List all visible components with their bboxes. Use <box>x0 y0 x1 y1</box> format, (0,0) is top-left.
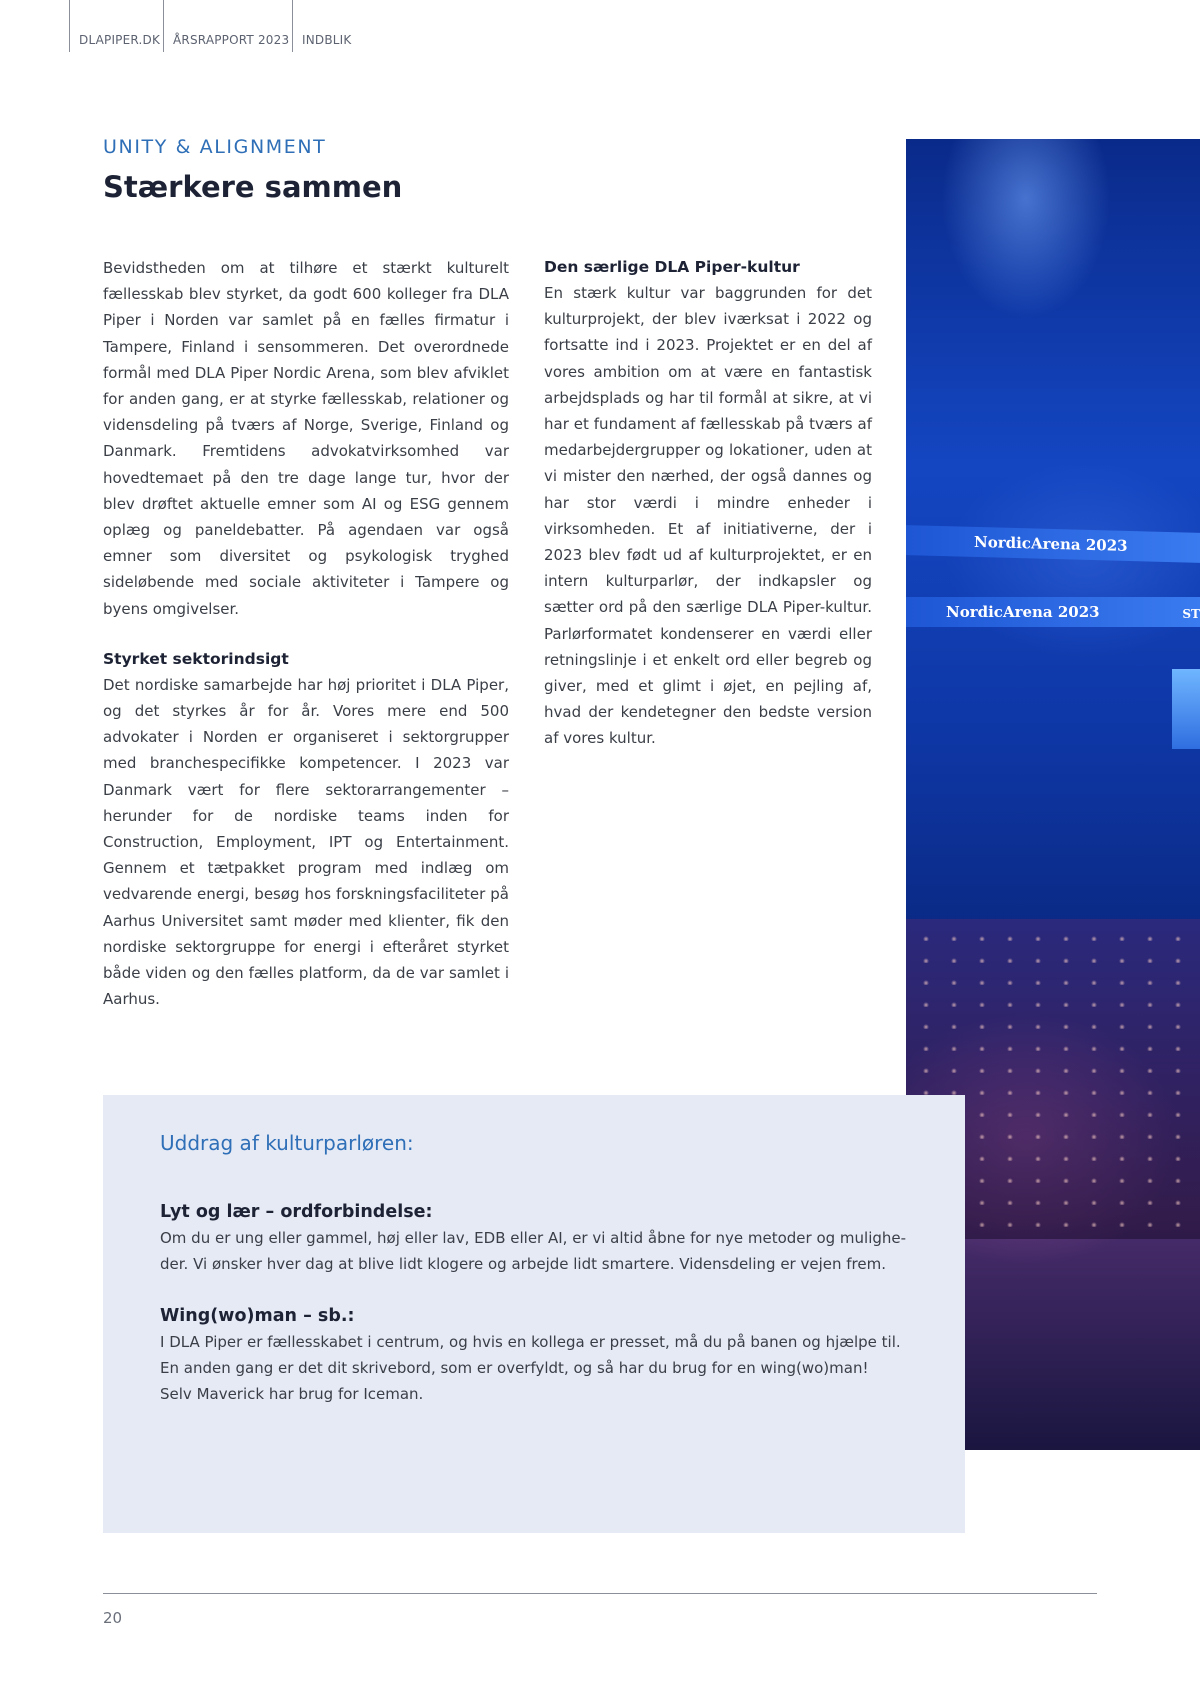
arena-banner-text: ST <box>1182 607 1200 621</box>
arena-banner-text: NordicArena 2023 <box>946 603 1100 621</box>
phrasebook-line: I DLA Piper er fællesskabet i centrum, og hvis en kollega er presset, må du på banen og hjælpe til. <box>160 1333 901 1351</box>
section-paragraph: En stærk kultur var baggrunden for det kulturprojekt, der blev iværksat i 2022 og fortsatte ind i 2023. Projektet er en del af vores ambition om at være en fantastisk arbejdsplads og har til formål at sikre, at vi har et fundament af fællesskab på tværs af medarbejdergrupper og lokationer, uden at vi mister den nærhed, der også dannes og har stor værdi i mindre enheder i virksomheden. Et af initiativerne, der i 2023 blev født ud af kulturprojektet, er en intern kulturparlør, der indkapsler og sætter ord på den særlige DLA Piper-kultur. Parlørformatet kondenserer en værdi eller retningslinje i et enkelt ord eller begreb og giver, med et glimt i øjet, en pejling af, hvad der kendetegner den bedste version af vores kultur. <box>544 284 872 748</box>
nav-tab-label: ÅRSRAPPORT 2023 <box>173 33 290 47</box>
section-heading: Den særlige DLA Piper-kultur <box>544 258 800 276</box>
phrasebook-line: Selv Maverick har brug for Iceman. <box>160 1385 424 1404</box>
section-heading: Styrket sektorindsigt <box>103 649 289 668</box>
phrasebook-term: Wing(wo)man – sb.: <box>160 1306 355 1326</box>
phrasebook-entry <box>160 1199 920 1277</box>
nav-tab-insight[interactable] <box>292 0 373 52</box>
nav-tab-annual-report[interactable] <box>163 0 293 52</box>
nav-tab-website[interactable] <box>69 0 163 52</box>
page-number: 20 <box>103 1609 123 1627</box>
phrasebook-entry <box>160 1303 920 1408</box>
article-column-left <box>103 255 509 1012</box>
arena-banner <box>906 597 1200 627</box>
phrasebook-line: En anden gang er det dit skrivebord, som er overfyldt, og så har du brug for en wing(wo)man! <box>160 1359 869 1378</box>
stage-screen <box>1172 669 1200 749</box>
nav-tab-label: INDBLIK <box>302 33 352 47</box>
section-kicker: UNITY & ALIGNMENT <box>103 136 327 158</box>
page-title: Stærkere sammen <box>103 170 403 204</box>
phrasebook-term: Lyt og lær – ordforbindelse: <box>160 1202 433 1222</box>
phrasebook-line: Om du er ung eller gammel, høj eller lav, EDB eller AI, er vi altid åbne for nye metoder og mulighe- <box>160 1229 907 1247</box>
article-column-right <box>544 254 872 752</box>
culture-phrasebook-box <box>103 1095 965 1533</box>
section-sector-insight <box>103 646 509 1013</box>
arena-banner-text: NordicArena 2023 <box>974 532 1128 555</box>
intro-paragraph: Bevidstheden om at tilhøre et stærkt kulturelt fællesskab blev styrket, da godt 600 kolleger fra DLA Piper i Norden var samlet på en fælles firmatur i Tampere, Finland i sensommeren. Det overordnede formål med DLA Piper Nordic Arena, som blev afviklet for anden gang, er at styrke fællesskab, relationer og vidensdeling på tværs af Norge, Sverige, Finland og Danmark. Fremtidens advokatvirksomhed var hovedtemaet på den tre dage lange tur, hvor der blev drøftet aktuelle emner som AI og ESG gennem oplæg og paneldebatter. På agendaen var også emner som diversitet og psykologisk tryghed sideløbende med sociale aktiviteter i Tampere og byens omgivelser. <box>103 259 509 618</box>
infobox-title: Uddrag af kulturparløren: <box>160 1131 414 1155</box>
nav-tab-label: DLAPIPER.DK <box>79 33 161 47</box>
phrasebook-line: der. Vi ønsker hver dag at blive lidt klogere og arbejde lidt smartere. Vidensdeling er vejen frem. <box>160 1255 886 1274</box>
section-paragraph: Det nordiske samarbejde har høj prioritet i DLA Piper, og det styrkes år for år. Vores mere end 500 advokater i Norden er organiseret i sektorgrupper med branchespecifikke kompetencer. I 2023 var Danmark vært for flere sektorarrangementer – herunder for de nordiske teams inden for Construction, Employment, IPT og Entertainment. Gennem et tætpakket program med indlæg om vedvarende energi, besøg hos forskningsfaciliteter på Aarhus Universitet samt møder med klienter, fik den nordiske sektorgruppe for energi i efteråret styrket både viden og den fælles platform, da de var samlet i Aarhus. <box>103 675 509 1009</box>
arena-banner <box>906 525 1200 563</box>
footer-divider <box>103 1593 1097 1594</box>
